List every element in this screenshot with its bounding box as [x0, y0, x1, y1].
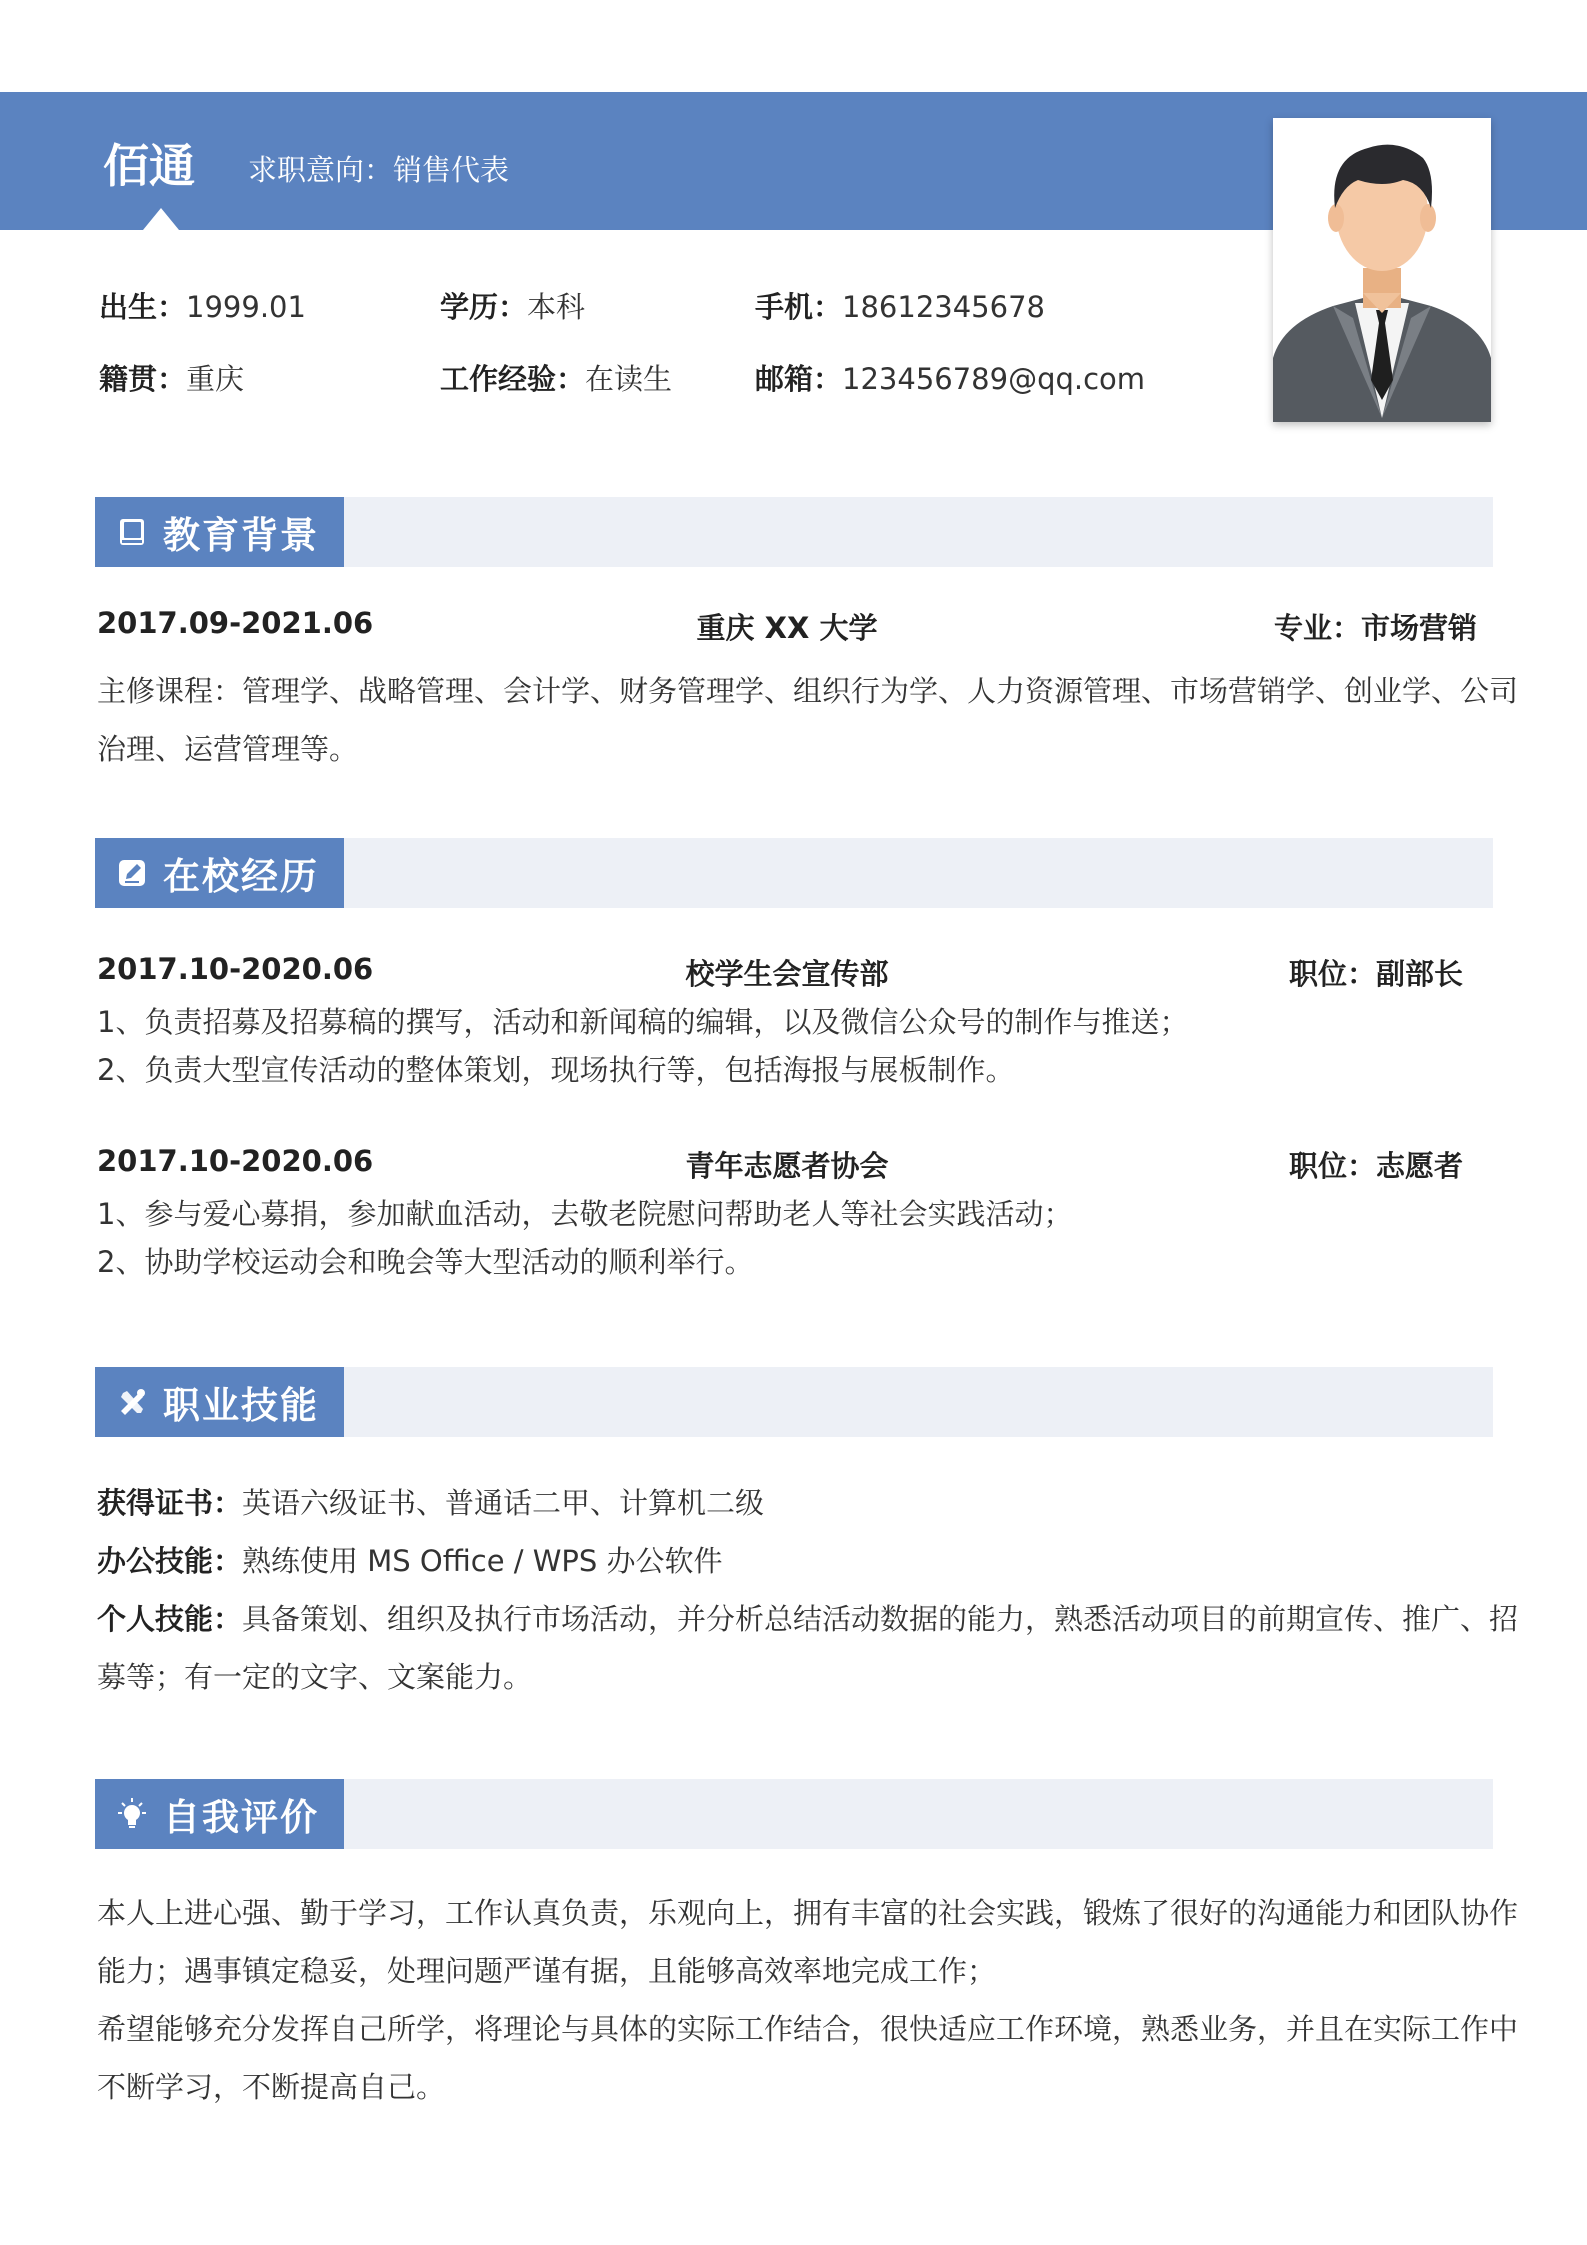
self-eval-content: 本人上进心强、勤于学习，工作认真负责，乐观向上，拥有丰富的社会实践，锻炼了很好的沟通能力和团队协作 能力；遇事镇定稳妥，处理问题严谨有据，且能够高效率地完成工作； 希望能够充分发挥自己所学，将理论与具体的实际工作结合，很快适应工作环境，熟悉业务，并且在实际工作中 不断学习，不断提高自己。 — [97, 1896, 1519, 2104]
avatar-icon — [1273, 118, 1491, 422]
candidate-name: 佰通 — [103, 139, 195, 193]
skills-content — [97, 1474, 1519, 1706]
education-courses: 主修课程：管理学、战略管理、会计学、财务管理学、组织行为学、人力资源管理、市场营销学、创业学、公司 治理、运营管理等。 — [97, 674, 1519, 766]
info-education: 学历：本科 — [440, 290, 586, 324]
section-self-eval-header — [95, 1779, 1493, 1849]
skills-personal-cont: 募等；有一定的文字、文案能力。 — [97, 1660, 533, 1694]
campus-item-1-details: 1、负责招募及招募稿的撰写，活动和新闻稿的编辑，以及微信公众号的制作与推送； 2、负责大型宣传活动的整体策划，现场执行等，包括海报与展板制作。 — [97, 1005, 1189, 1087]
skills-personal: 个人技能：具备策划、组织及执行市场活动，并分析总结活动数据的能力，熟悉活动项目的前期宣传、推广、招 — [97, 1602, 1519, 1636]
campus-item-org: 青年志愿者协会 — [685, 1149, 889, 1183]
campus-item-org: 校学生会宣传部 — [685, 957, 889, 991]
campus-item-period: 2017.10-2020.06 — [97, 1144, 374, 1178]
education-school: 重庆 XX 大学 — [696, 611, 878, 645]
tools-icon — [113, 1383, 151, 1421]
section-skills-header — [95, 1367, 1493, 1437]
section-title: 职业技能 — [163, 1384, 319, 1427]
section-education-header — [95, 497, 1493, 567]
section-title: 在校经历 — [163, 855, 319, 898]
education-period: 2017.09-2021.06 — [97, 606, 374, 640]
info-hometown: 籍贯：重庆 — [99, 362, 245, 396]
job-intent: 求职意向：销售代表 — [248, 153, 510, 187]
campus-item-2-details: 1、参与爱心募捐，参加献血活动，去敬老院慰问帮助老人等社会实践活动； 2、协助学校运动会和晚会等大型活动的顺利举行。 — [97, 1197, 1073, 1279]
education-major: 专业：市场营销 — [1273, 611, 1477, 645]
section-campus-header — [95, 838, 1493, 908]
info-phone: 手机：18612345678 — [755, 290, 1045, 324]
section-title: 自我评价 — [163, 1796, 319, 1839]
skills-certificates: 获得证书：英语六级证书、普通话二甲、计算机二级 — [97, 1486, 765, 1520]
lightbulb-icon — [113, 1795, 151, 1833]
campus-item-role: 职位：副部长 — [1288, 957, 1463, 991]
section-title: 教育背景 — [163, 514, 319, 557]
campus-item-2-row — [97, 1144, 1477, 1184]
book-icon — [113, 513, 151, 551]
education-row — [97, 606, 1477, 646]
edit-icon — [113, 854, 151, 892]
skills-office: 办公技能：熟练使用 MS Office / WPS 办公软件 — [97, 1544, 723, 1578]
campus-item-1-row — [97, 952, 1477, 992]
campus-item-period: 2017.10-2020.06 — [97, 952, 374, 986]
info-birth: 出生：1999.01 — [99, 290, 306, 324]
campus-item-role: 职位：志愿者 — [1288, 1149, 1463, 1183]
info-email: 邮箱：123456789@qq.com — [755, 362, 1146, 396]
profile-photo — [1273, 118, 1491, 422]
info-experience: 工作经验：在读生 — [440, 362, 673, 396]
banner-notch — [143, 208, 179, 230]
